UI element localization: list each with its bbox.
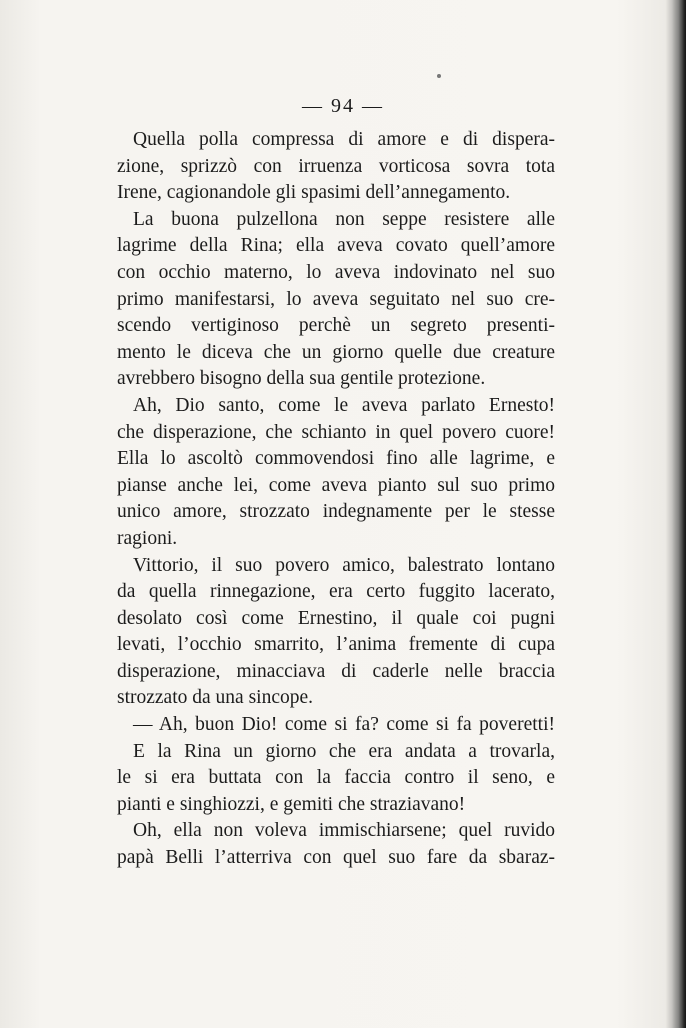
text-line: scendo vertiginoso perchè un segreto presenti-: [117, 315, 555, 337]
text-line: Oh, ella non voleva immischiarsene; quel ruvido: [133, 820, 555, 842]
paper-speck: [437, 74, 441, 78]
text-line: disperazione, minacciava di caderle nelle braccia: [117, 660, 555, 682]
text-line: mento le diceva che un giorno quelle due creature: [117, 341, 555, 363]
text-line: che disperazione, che schianto in quel povero cuore!: [117, 421, 555, 443]
text-line: ragioni.: [117, 527, 178, 549]
page-edge-shadow: [672, 0, 686, 1028]
text-line: strozzato da una sincope.: [117, 687, 314, 709]
text-line: — Ah, buon Dio! come si fa? come si fa poveretti!: [133, 714, 555, 736]
text-line: pianti e singhiozzi, e gemiti che straziavano!: [117, 793, 466, 815]
text-line: lagrime della Rina; ella aveva covato quell’amore: [117, 235, 555, 257]
text-line: unico amore, strozzato indegnamente per le stesse: [117, 501, 555, 523]
text-line: Ah, Dio santo, come le aveva parlato Ernesto!: [133, 394, 555, 416]
text-line: papà Belli l’atterriva con quel suo fare da sbaraz-: [117, 847, 555, 869]
text-line: E la Rina un giorno che era andata a trovarla,: [133, 740, 555, 762]
text-line: con occhio materno, lo aveva indovinato nel suo: [117, 261, 555, 283]
text-line: zione, sprizzò con irruenza vorticosa sovra tota: [117, 155, 555, 177]
text-line: desolato così come Ernestino, il quale coi pugni: [117, 607, 555, 629]
text-line: Quella polla compressa di amore e di dispera-: [133, 129, 555, 150]
text-line: pianse anche lei, come aveva pianto sul suo primo: [117, 474, 555, 496]
text-line: le si era buttata con la faccia contro il seno, e: [117, 767, 555, 789]
text-line: Irene, cagionandole gli spasimi dell’annegamento.: [117, 182, 511, 204]
text-line: avrebbero bisogno della sua gentile protezione.: [117, 368, 486, 390]
body-text: [117, 127, 555, 872]
page-number: — 94 —: [302, 95, 384, 117]
text-line: primo manifestarsi, lo aveva seguitato nel suo cre-: [117, 288, 555, 310]
text-line: Ella lo ascoltò commovendosi fino alle lagrime, e: [117, 448, 555, 470]
text-line: da quella rinnegazione, era certo fuggito lacerato,: [117, 581, 555, 603]
text-line: Vittorio, il suo povero amico, balestrato lontano: [133, 554, 555, 576]
text-line: levati, l’occhio smarrito, l’anima fremente di cupa: [117, 634, 555, 656]
text-line: La buona pulzellona non seppe resistere alle: [133, 208, 555, 230]
